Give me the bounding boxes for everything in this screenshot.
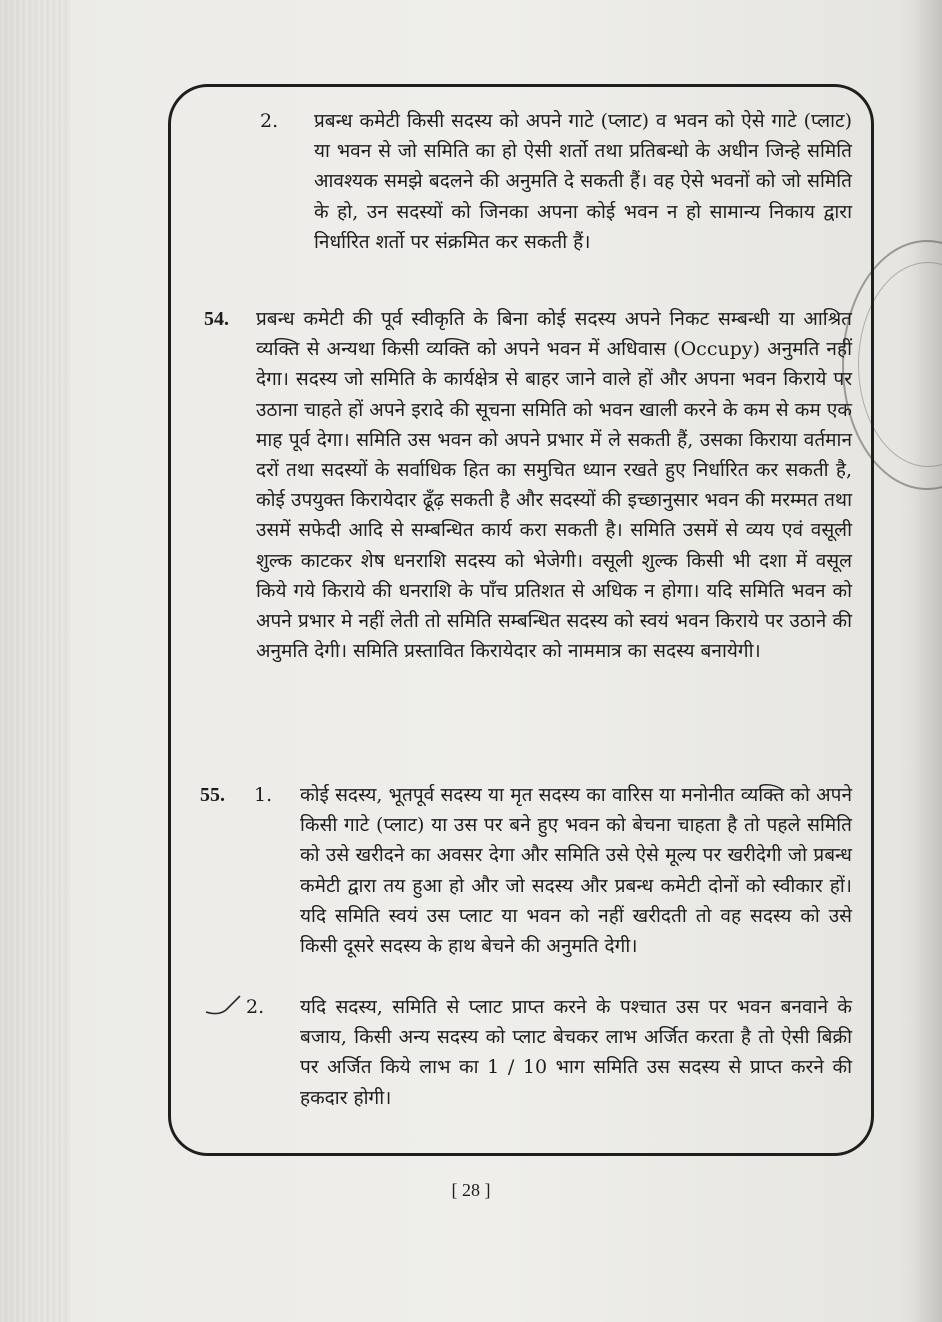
- clause-53-2-text: प्रबन्ध कमेटी किसी सदस्य को अपने गाटे (प्लाट) व भवन को ऐसे गाटे (प्लाट) या भवन से जो समिति का हो ऐसी शर्तो तथा प्रतिबन्धो के अधीन जिन्हे समिति आवश्यक समझे बदलने की अनुमति दे सकती हैं। वह ऐसे भवनों को जो समिति के हो, उन सदस्यों को जिनका अपना कोई भवन न हो सामान्य निकाय द्वारा निर्धारित शर्तो पर संक्रमित कर सकती हैं।: [314, 110, 852, 253]
- pen-tick-mark: [204, 994, 244, 1018]
- clause-55-1-subnumber: 1.: [254, 784, 273, 806]
- page-shadow: [912, 0, 942, 1322]
- page-stack-edge: [0, 0, 70, 1322]
- page-number: [ 28 ]: [451, 1180, 491, 1200]
- clause-54-number: 54.: [204, 308, 229, 330]
- clause-55-2-subnumber: 2.: [246, 996, 265, 1018]
- clause-55-number: 55.: [200, 784, 225, 806]
- clause-55-2-text: यदि सदस्य, समिति से प्लाट प्राप्त करने के पश्चात उस पर भवन बनवाने के बजाय, किसी अन्य सदस्य को प्लाट बेचकर लाभ अर्जित करता है तो ऐसी बिक्री पर अर्जित किये लाभ का 1 / 10 भाग समिति उस सदस्य से प्राप्त करने की हकदार होगी।: [300, 996, 852, 1109]
- clause-55-1-text: कोई सदस्य, भूतपूर्व सदस्य या मृत सदस्य का वारिस या मनोनीत व्यक्ति को अपने किसी गाटे (प्लाट) या उस पर बने हुए भवन को बेचना चाहता है तो पहले समिति को उसे खरीदने का अवसर देगा और समिति उसे ऐसे मूल्य पर खरीदेगी जो प्रबन्ध कमेटी द्वारा तय हुआ हो और जो सदस्य और प्रबन्ध कमेटी दोनों को स्वीकार हों। यदि समिति स्वयं उस प्लाट या भवन को नहीं खरीदती तो वह सदस्य को उसे किसी दूसरे सदस्य के हाथ बेचने की अनुमति देगी।: [300, 784, 852, 958]
- clause-53-2-subnumber: 2.: [260, 110, 279, 132]
- clause-54-text: प्रबन्ध कमेटी की पूर्व स्वीकृति के बिना कोई सदस्य अपने निकट सम्बन्धी या आश्रित व्यक्ति से अन्यथा किसी व्यक्ति को अपने भवन में अधिवास (Occupy) अनुमति नहीं देगा। सदस्य जो समिति के कार्यक्षेत्र से बाहर जाने वाले हों और अपना भवन किराये पर उठाना चाहते हों अपने इरादे की सूचना समिति को भवन खाली करने के कम से कम एक माह पूर्व देगा। समिति उस भवन को अपने प्रभार में ले सकती हैं, उसका किराया वर्तमान दरों तथा सदस्यों के सर्वाधिक हित का समुचित ध्यान रखते हुए निर्धारित कर सकती है, कोई उपयुक्त किरायेदार ढूँढ़ सकती है और सदस्यों की इच्छानुसार भवन की मरम्मत तथा उसमें सफेदी आदि से सम्बन्धित कार्य करा सकती है। समिति उसमें से व्यय एवं वसूली शुल्क काटकर शेष धनराशि सदस्य को भेजेगी। वसूली शुल्क किसी भी दशा में वसूल किये गये किराये की धनराशि के पाँच प्रतिशत से अधिक न होगा। यदि समिति भवन को अपने प्रभार मे नहीं लेती तो समिति सम्बन्धित सदस्य को स्वयं भवन किराये पर उठाने की अनुमति देगी। समिति प्रस्तावित किरायेदार को नाममात्र का सदस्य बनायेगी।: [256, 308, 852, 663]
